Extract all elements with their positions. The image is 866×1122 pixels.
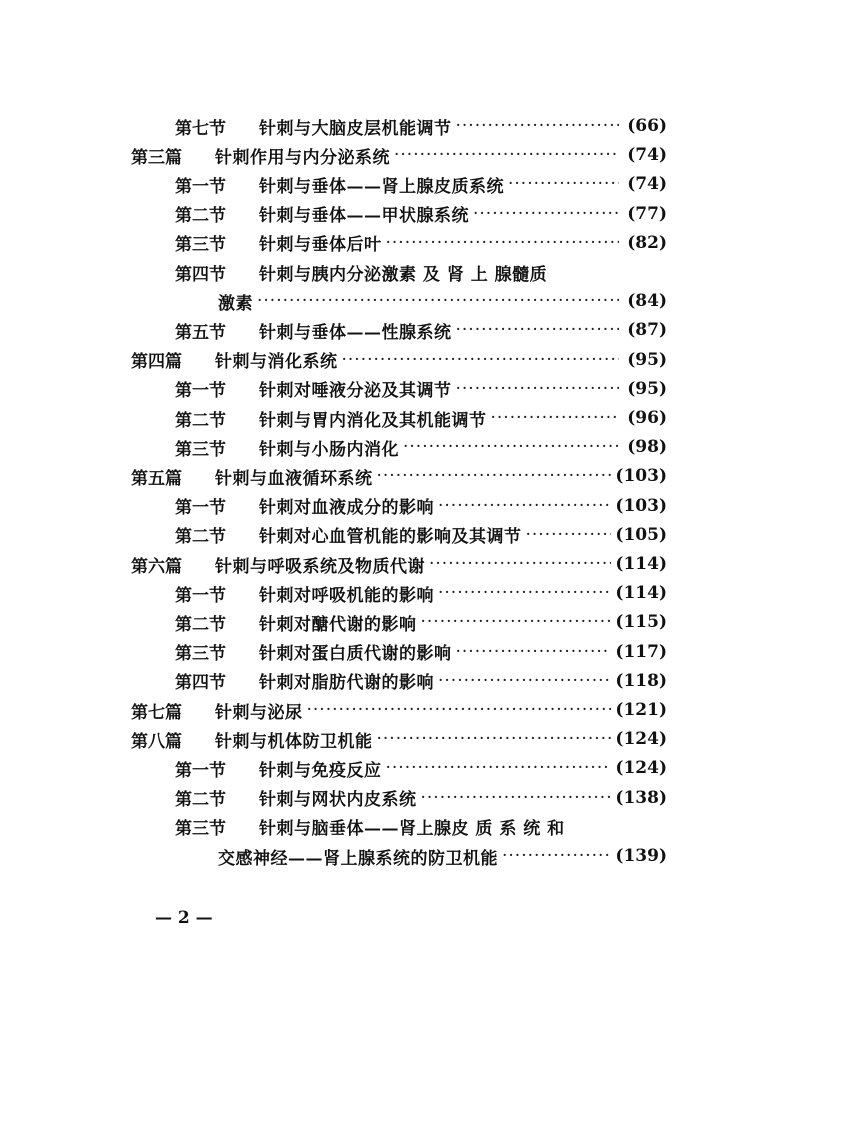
- dot-leader: [456, 642, 612, 662]
- toc-entry-title: 针刺与小肠内消化: [259, 439, 399, 460]
- dot-leader: [257, 291, 619, 311]
- dot-leader: [456, 320, 620, 340]
- toc-entry-title: 针刺与脑垂体——肾上腺皮 质 系 统 和: [259, 819, 565, 840]
- dot-leader: [386, 758, 612, 778]
- toc-entry-page: (103): [615, 495, 667, 516]
- toc-entry-page: (95): [627, 349, 667, 370]
- toc-entry-title: 针刺与垂体——甲状腺系统: [259, 206, 469, 227]
- toc-section-entry: [175, 170, 667, 198]
- toc-entry-title: 针刺与机体防卫机能: [215, 731, 373, 752]
- toc-entry-label: 第三节: [175, 819, 226, 840]
- toc-entry-label: 第三节: [175, 439, 226, 460]
- toc-entry-page: (124): [615, 758, 667, 779]
- toc-entry-page: (105): [615, 524, 667, 545]
- toc-entry-title: 针刺对心血管机能的影响及其调节: [259, 527, 522, 548]
- toc-entry-label: 第二节: [175, 614, 226, 635]
- toc-part-entry: [131, 141, 667, 169]
- toc-part-entry: [131, 346, 667, 374]
- toc-section-entry: [175, 433, 667, 461]
- toc-entry-label: 第三篇: [131, 147, 182, 168]
- toc-entry-page: (96): [627, 408, 667, 428]
- toc-entry-title: 针刺对唾液分泌及其调节: [259, 381, 452, 402]
- dot-leader: [473, 204, 619, 224]
- toc-entry-title: 针刺与垂体——性腺系统: [259, 322, 452, 343]
- toc-entry-label: 第一节: [175, 760, 226, 781]
- toc-entry-page: (139): [615, 846, 667, 866]
- toc-entry-title: 针刺与网状内皮系统: [259, 790, 417, 811]
- toc-entry-label: 第一节: [175, 381, 226, 402]
- toc-section-entry: [175, 404, 667, 432]
- toc-section-entry: [175, 316, 667, 344]
- dot-leader: [377, 466, 612, 486]
- toc-part-entry: [131, 462, 667, 490]
- toc-entry-label: 第四篇: [131, 352, 182, 373]
- toc-section-entry: [175, 813, 667, 841]
- dot-leader: [377, 729, 612, 749]
- toc-entry-continuation: [218, 287, 667, 315]
- page-number: — 2 —: [155, 908, 213, 928]
- dot-leader: [394, 145, 619, 165]
- toc-entry-page: (124): [615, 729, 667, 750]
- dot-leader: [508, 174, 619, 194]
- toc-entry-label: 第二节: [175, 206, 226, 227]
- toc-entry-title: 激素: [218, 293, 253, 314]
- toc-section-entry: [175, 375, 667, 403]
- toc-entry-label: 第八篇: [131, 731, 182, 752]
- toc-entry-title: 针刺与呼吸系统及物质代谢: [215, 556, 425, 577]
- toc-entry-page: (84): [627, 291, 667, 312]
- toc-entry-label: 第一节: [175, 498, 226, 519]
- toc-entry-label: 第五篇: [131, 468, 182, 489]
- toc-entry-page: (74): [627, 145, 667, 166]
- toc-entry-label: 第三节: [175, 644, 226, 665]
- dot-leader: [438, 583, 611, 603]
- dot-leader: [421, 612, 612, 632]
- toc-entry-title: 针刺与胃内消化及其机能调节: [259, 410, 487, 431]
- toc-entry-label: 第二节: [175, 527, 226, 548]
- toc-entry-label: 第六篇: [131, 556, 182, 577]
- toc-entry-page: (114): [615, 583, 667, 604]
- dot-leader: [403, 437, 619, 457]
- toc-section-entry: [175, 258, 667, 286]
- toc-entry-label: 第七篇: [131, 702, 182, 723]
- dot-leader: [421, 788, 612, 808]
- toc-entry-title: 针刺与垂体——肾上腺皮质系统: [259, 176, 504, 197]
- toc-part-entry: [131, 696, 667, 724]
- toc-entry-title: 针刺作用与内分泌系统: [215, 147, 390, 168]
- toc-entry-title: 针刺对血液成分的影响: [259, 498, 434, 519]
- toc-section-entry: [175, 754, 667, 782]
- toc-entry-title: 针刺对呼吸机能的影响: [259, 585, 434, 606]
- dot-leader: [429, 554, 611, 574]
- toc-section-entry: [175, 784, 667, 812]
- toc-entry-label: 第七节: [175, 118, 226, 139]
- dot-leader: [342, 350, 620, 370]
- toc-entry-label: 第二节: [175, 410, 226, 431]
- toc-section-entry: [175, 521, 667, 549]
- toc-section-entry: [175, 638, 667, 666]
- dot-leader: [502, 846, 611, 866]
- toc-entry-title: 针刺与胰内分泌激素 及 肾 上 腺髓质: [259, 264, 548, 285]
- toc-entry-title: 针刺对脂肪代谢的影响: [259, 673, 434, 694]
- dot-leader: [456, 379, 620, 399]
- toc-entry-page: (74): [627, 174, 667, 195]
- toc-entry-page: (82): [627, 232, 667, 253]
- toc-section-entry: [175, 229, 667, 257]
- toc-entry-title: 针刺与血液循环系统: [215, 468, 373, 489]
- dot-leader: [386, 233, 620, 253]
- toc-entry-label: 第五节: [175, 322, 226, 343]
- toc-entry-page: (115): [615, 612, 667, 633]
- toc-part-entry: [131, 725, 667, 753]
- dot-leader: [491, 408, 620, 428]
- toc-entry-title: 针刺与免疫反应: [259, 760, 382, 781]
- toc-entry-label: 第三节: [175, 235, 226, 256]
- toc-entry-page: (95): [627, 378, 667, 399]
- toc-entry-page: (98): [627, 437, 667, 458]
- toc-entry-page: (138): [615, 787, 667, 808]
- toc-section-entry: [175, 667, 667, 695]
- toc-entry-label: 第一节: [175, 585, 226, 606]
- toc-entry-title: 针刺与垂体后叶: [259, 235, 382, 256]
- toc-entry-page: (117): [615, 641, 667, 662]
- toc-entry-continuation: [218, 842, 667, 870]
- toc-section-entry: [175, 200, 667, 228]
- toc-entry-page: (87): [627, 320, 667, 341]
- toc-section-entry: [175, 608, 667, 636]
- toc-section-entry: [175, 492, 667, 520]
- toc-entry-title: 针刺与大脑皮层机能调节: [259, 118, 452, 139]
- toc-entry-label: 第四节: [175, 673, 226, 694]
- toc-entry-label: 第一节: [175, 176, 226, 197]
- toc-entry-page: (66): [627, 116, 667, 136]
- toc-entry-title: 针刺对醣代谢的影响: [259, 614, 417, 635]
- toc-entry-title: 针刺与泌尿: [215, 702, 303, 723]
- toc-section-entry: [175, 112, 667, 140]
- toc-entry-label: 第四节: [175, 264, 226, 285]
- toc-entry-page: (77): [627, 203, 667, 224]
- toc-part-entry: [131, 550, 667, 578]
- toc-entry-page: (103): [615, 466, 667, 487]
- toc-entry-title: 针刺与消化系统: [215, 352, 338, 373]
- toc-entry-page: (121): [615, 700, 667, 720]
- toc-entry-title: 交感神经——肾上腺系统的防卫机能: [218, 848, 498, 869]
- dot-leader: [526, 525, 612, 545]
- dot-leader: [438, 496, 611, 516]
- toc-entry-page: (114): [615, 554, 667, 574]
- toc-entry-page: (118): [615, 670, 667, 691]
- toc-entry-title: 针刺对蛋白质代谢的影响: [259, 644, 452, 665]
- toc-entry-label: 第二节: [175, 790, 226, 811]
- dot-leader: [438, 671, 611, 691]
- dot-leader: [456, 116, 620, 136]
- dot-leader: [307, 700, 612, 720]
- toc-section-entry: [175, 579, 667, 607]
